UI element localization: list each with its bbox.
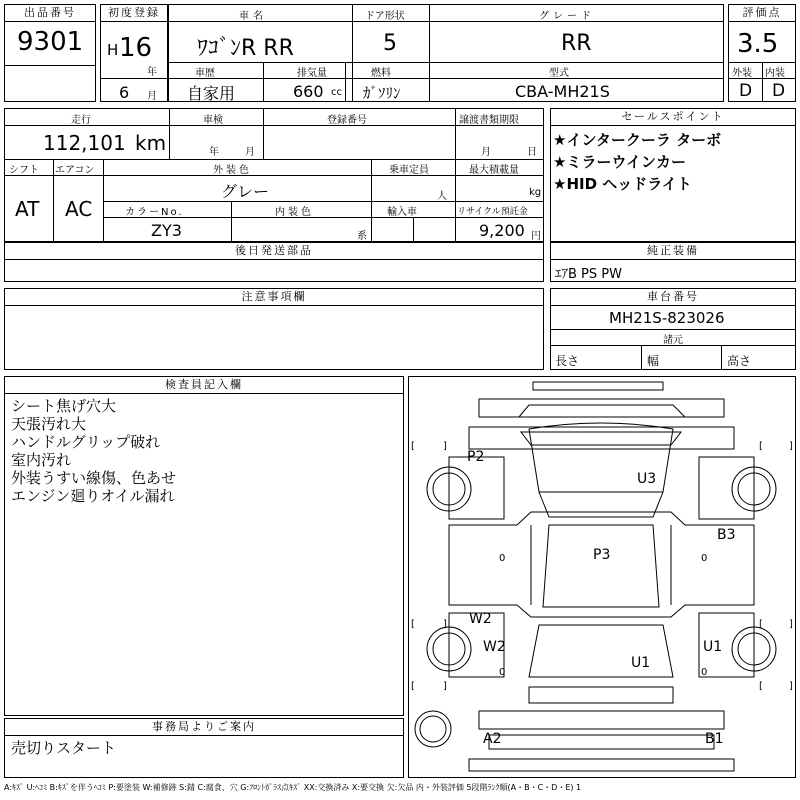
bracket-2: ] bbox=[443, 441, 447, 452]
capacity-label: 乗車定員 bbox=[389, 165, 429, 176]
first-registration-box bbox=[100, 4, 168, 102]
sales-point-1: ★インタークーラ ターボ bbox=[553, 131, 722, 149]
sales-points-title: セールスポイント bbox=[551, 109, 795, 126]
notes-title: 注意事項欄 bbox=[5, 289, 543, 306]
mark-u1-b: U1 bbox=[703, 639, 723, 655]
color-label: 外装色 bbox=[213, 165, 252, 176]
car-diagram bbox=[408, 376, 796, 778]
office-box bbox=[4, 718, 404, 778]
zero-4: 0 bbox=[701, 667, 708, 678]
zero-2: 0 bbox=[701, 553, 708, 564]
first-reg-label: 初度登録 bbox=[101, 5, 167, 22]
exterior-label: 外装 bbox=[732, 68, 752, 79]
inspector-box bbox=[4, 376, 404, 716]
year-unit: 年 bbox=[147, 67, 157, 78]
legend: A:ｷｽﾞ U:ﾍｺﾐ B:ｷｽﾞを伴うﾍｺﾐ P:要塗装 W:補修跡 S:錆 C:腐食、穴 G:ﾌﾛﾝﾄｶﾞﾗｽ点ｷｽﾞ XX:交換済み X:要交換 欠:欠品 内・外装評価 5段階ﾗﾝｸ順(A・B・C・D・E) 1 bbox=[4, 783, 582, 792]
bracket-9: [ bbox=[411, 681, 415, 692]
bracket-7: [ bbox=[759, 619, 763, 630]
bracket-4: ] bbox=[789, 441, 793, 452]
later-parts-box bbox=[4, 242, 544, 282]
fuel: ｶﾞｿﾘﾝ bbox=[363, 84, 401, 102]
zero-1: 0 bbox=[499, 553, 506, 564]
bracket-12: ] bbox=[789, 681, 793, 692]
reg-month: 6 bbox=[119, 83, 130, 102]
history-label: 車歴 bbox=[195, 68, 215, 79]
inspection-label: 車検 bbox=[203, 115, 223, 126]
vehicle-detail-box bbox=[4, 108, 544, 242]
chassis-title: 車台番号 bbox=[551, 289, 795, 306]
car-outline-diagram bbox=[409, 377, 794, 776]
mark-b3: B3 bbox=[717, 527, 736, 543]
model: CBA-MH21S bbox=[515, 82, 610, 101]
inspection-year: 年 bbox=[209, 147, 219, 158]
sales-point-3: ★HID ヘッドライト bbox=[553, 175, 692, 193]
capacity-unit: 人 bbox=[437, 191, 447, 202]
mileage: 112,101 bbox=[43, 131, 126, 155]
color: グレー bbox=[221, 182, 270, 201]
mark-w2-a: W2 bbox=[469, 611, 492, 627]
load-unit: kg bbox=[529, 187, 542, 198]
inspector-line-4: 室内汚れ bbox=[11, 451, 72, 469]
inspection-month: 月 bbox=[245, 147, 255, 158]
car-name-label: 車名 bbox=[239, 11, 267, 22]
reg-no-label: 登録番号 bbox=[327, 115, 367, 126]
office-note: 売切りスタート bbox=[11, 739, 117, 757]
exterior-score: D bbox=[739, 81, 753, 101]
grade: RR bbox=[561, 31, 592, 56]
bracket-5: [ bbox=[411, 619, 415, 630]
lot-number: 9301 bbox=[17, 27, 84, 57]
import-label: 輸入車 bbox=[387, 207, 417, 218]
dims-title: 諸元 bbox=[663, 335, 683, 346]
transfer-month: 月 bbox=[481, 147, 491, 158]
inspector-line-1: シート焦げ穴大 bbox=[11, 397, 117, 415]
recycle-unit: 円 bbox=[531, 231, 541, 242]
car-info-box bbox=[168, 4, 724, 102]
displacement-unit: cc bbox=[331, 87, 342, 98]
score: 3.5 bbox=[737, 29, 779, 59]
inspector-line-6: エンジン廻りオイル漏れ bbox=[11, 487, 175, 505]
bracket-11: [ bbox=[759, 681, 763, 692]
int-color-unit: 系 bbox=[357, 231, 367, 242]
month-unit: 月 bbox=[147, 91, 157, 102]
equipment-title: 純正装備 bbox=[551, 243, 795, 260]
ac-label: エアコン bbox=[55, 165, 95, 176]
ac: AC bbox=[65, 197, 93, 221]
zero-3: 0 bbox=[499, 667, 506, 678]
dims-width: 幅 bbox=[647, 354, 660, 368]
lot-number-box bbox=[4, 4, 96, 102]
chassis-box bbox=[550, 288, 796, 370]
dims-length: 長さ bbox=[555, 354, 580, 368]
grade-label: グレード bbox=[539, 11, 595, 22]
interior-label: 内装 bbox=[765, 68, 785, 79]
mark-w2-b: W2 bbox=[483, 639, 506, 655]
dims-height: 高さ bbox=[727, 354, 752, 368]
inspector-line-3: ハンドルグリップ破れ bbox=[11, 433, 161, 451]
mark-p2: P2 bbox=[467, 449, 485, 465]
mark-p3: P3 bbox=[593, 547, 611, 563]
recycle-label: リサイクル預託金 bbox=[457, 207, 528, 217]
bracket-6: ] bbox=[443, 619, 447, 630]
bracket-3: [ bbox=[759, 441, 763, 452]
equipment-box bbox=[550, 242, 796, 282]
color-no-label: カラーNo. bbox=[125, 207, 184, 218]
inspector-line-2: 天張汚れ大 bbox=[11, 415, 87, 433]
score-box bbox=[728, 4, 796, 102]
model-label: 型式 bbox=[549, 68, 569, 79]
mark-b1: B1 bbox=[705, 731, 724, 747]
color-no: ZY3 bbox=[151, 221, 182, 240]
office-title: 事務局よりご案内 bbox=[5, 719, 403, 736]
load-label: 最大積載量 bbox=[469, 165, 519, 176]
car-name: ﾜｺﾞﾝR RR bbox=[197, 36, 294, 61]
recycle: 9,200 bbox=[479, 221, 525, 240]
sales-points-box bbox=[550, 108, 796, 242]
interior-score: D bbox=[772, 81, 786, 101]
doors-label: ドア形状 bbox=[365, 11, 405, 22]
history: 自家用 bbox=[187, 84, 236, 103]
notes-box bbox=[4, 288, 544, 370]
displacement: 660 bbox=[293, 82, 324, 101]
transfer-label: 譲渡書類期限 bbox=[459, 115, 519, 126]
doors: 5 bbox=[383, 31, 397, 56]
mileage-label: 走行 bbox=[71, 115, 91, 126]
displacement-label: 排気量 bbox=[297, 68, 327, 79]
inspector-title: 検査員記入欄 bbox=[5, 377, 403, 394]
mark-u3: U3 bbox=[637, 471, 657, 487]
score-label: 評価点 bbox=[729, 5, 795, 22]
bracket-1: [ bbox=[411, 441, 415, 452]
fuel-label: 燃料 bbox=[371, 68, 391, 79]
bracket-8: ] bbox=[789, 619, 793, 630]
mileage-unit: km bbox=[135, 131, 167, 155]
transfer-day: 日 bbox=[527, 147, 537, 158]
equipment-value: ｴｱB PS PW bbox=[555, 267, 622, 282]
sales-point-2: ★ミラーウインカー bbox=[553, 153, 686, 171]
mark-a2: A2 bbox=[483, 731, 502, 747]
chassis-number: MH21S-823026 bbox=[609, 309, 725, 327]
lot-number-label: 出品番号 bbox=[5, 5, 95, 22]
later-parts-title: 後日発送部品 bbox=[5, 243, 543, 260]
shift: AT bbox=[15, 197, 40, 221]
inspector-line-5: 外装うすい線傷、色あせ bbox=[11, 469, 177, 487]
shift-label: シフト bbox=[9, 165, 39, 176]
mark-u1-a: U1 bbox=[631, 655, 651, 671]
int-color-label: 内装色 bbox=[275, 207, 314, 218]
reg-year: 16 bbox=[119, 33, 153, 63]
era: H bbox=[107, 41, 119, 59]
bracket-10: ] bbox=[443, 681, 447, 692]
